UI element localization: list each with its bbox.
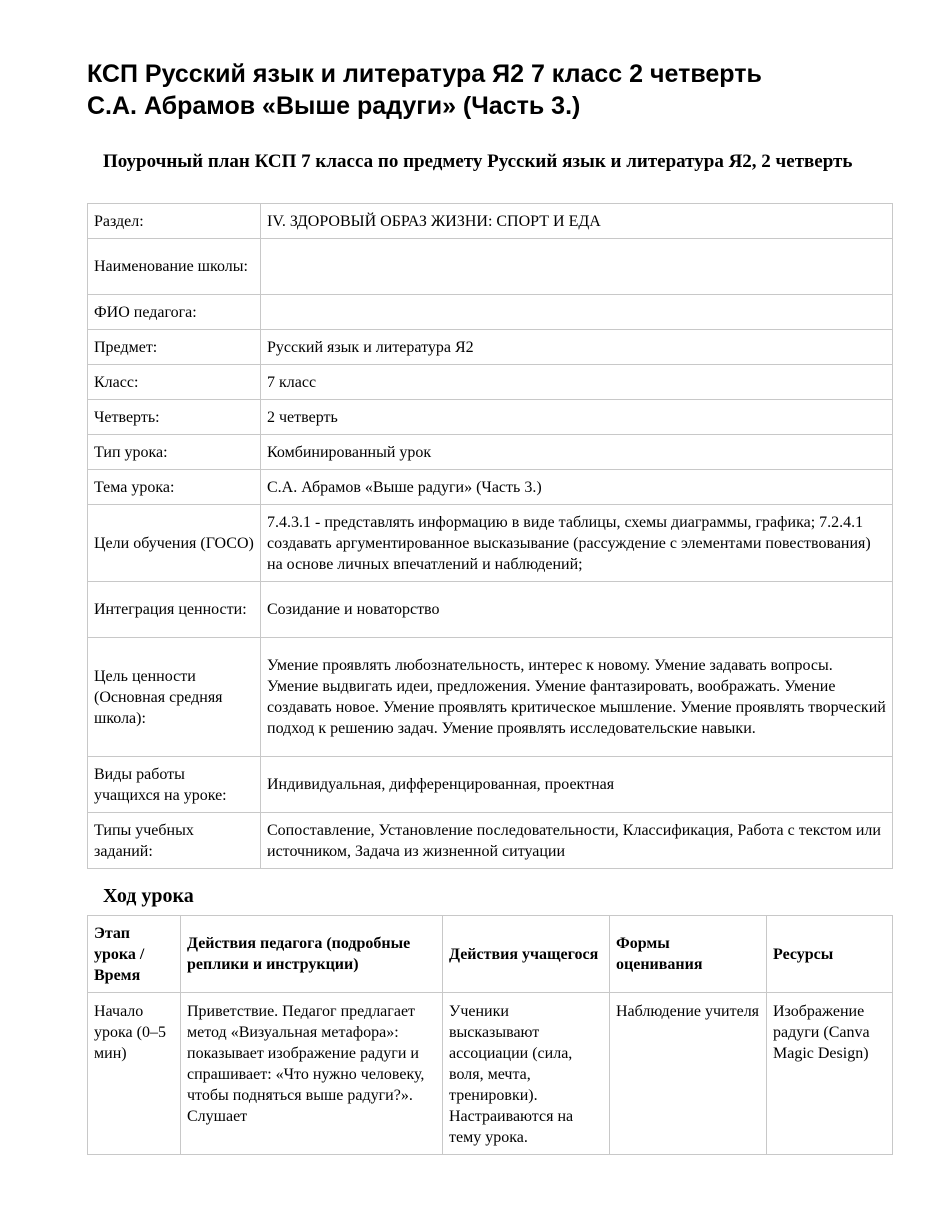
lesson-progress-heading: Ход урока xyxy=(103,885,194,907)
table-row xyxy=(88,365,893,400)
row-value: Индивидуальная, дифференцированная, проектная xyxy=(261,757,893,813)
column-header-student-actions: Действия учащегося xyxy=(443,916,610,993)
column-header-stage: Этап урока / Время xyxy=(88,916,181,993)
lesson-progress-table xyxy=(87,915,893,1155)
row-label: Интеграция ценности: xyxy=(88,582,261,638)
row-label: Тема урока: xyxy=(88,470,261,505)
table-row xyxy=(88,470,893,505)
column-header-teacher-actions: Действия педагога (подробные реплики и инструкции) xyxy=(181,916,443,993)
table-row xyxy=(88,295,893,330)
cell-assessment: Наблюдение учителя xyxy=(610,993,767,1155)
cell-student-actions: Ученики высказывают ассоциации (сила, воля, мечта, тренировки). Настраиваются на тему урока. xyxy=(443,993,610,1155)
row-value: Созидание и новаторство xyxy=(261,582,893,638)
row-label: Цель ценности (Основная средняя школа): xyxy=(88,638,261,757)
row-value: 7.4.3.1 - представлять информацию в виде таблицы, схемы диаграммы, графика; 7.2.4.1 создавать аргументированное высказывание (рассуждение с элементами повествования) на основе личных впечатлений и наблюдений; xyxy=(261,505,893,582)
row-label: Четверть: xyxy=(88,400,261,435)
row-value: IV. ЗДОРОВЫЙ ОБРАЗ ЖИЗНИ: СПОРТ И ЕДА xyxy=(261,204,893,239)
row-label: Тип урока: xyxy=(88,435,261,470)
row-value: 2 четверть xyxy=(261,400,893,435)
row-label: ФИО педагога: xyxy=(88,295,261,330)
row-label: Класс: xyxy=(88,365,261,400)
row-label: Наименование школы: xyxy=(88,239,261,295)
table-row xyxy=(88,638,893,757)
cell-teacher-actions: Приветствие. Педагог предлагает метод «Визуальная метафора»: показывает изображение радуги и спрашивает: «Что нужно человеку, чтобы подняться выше радуги?». Слушает xyxy=(181,993,443,1155)
title-line-2: С.А. Абрамов «Выше радуги» (Часть 3.) xyxy=(87,92,581,120)
row-value: 7 класс xyxy=(261,365,893,400)
row-label: Виды работы учащихся на уроке: xyxy=(88,757,261,813)
table-row xyxy=(88,239,893,295)
lesson-info-table xyxy=(87,203,893,869)
cell-resources: Изображение радуги (Canva Magic Design) xyxy=(767,993,893,1155)
table-row xyxy=(88,505,893,582)
title-line-1: КСП Русский язык и литература Я2 7 класс 2 четверть xyxy=(87,60,762,88)
row-label: Предмет: xyxy=(88,330,261,365)
table-row xyxy=(88,435,893,470)
table-row xyxy=(88,330,893,365)
cell-stage: Начало урока (0–5 мин) xyxy=(88,993,181,1155)
row-value xyxy=(261,239,893,295)
table-row xyxy=(88,400,893,435)
document-title xyxy=(87,58,887,122)
row-value: Русский язык и литература Я2 xyxy=(261,330,893,365)
table-header-row xyxy=(88,916,893,993)
plan-subtitle: Поурочный план КСП 7 класса по предмету Русский язык и литература Я2, 2 четверть xyxy=(103,151,853,172)
row-label: Раздел: xyxy=(88,204,261,239)
row-value xyxy=(261,295,893,330)
table-row xyxy=(88,757,893,813)
table-row xyxy=(88,993,893,1155)
column-header-assessment: Формы оценивания xyxy=(610,916,767,993)
row-value: Комбинированный урок xyxy=(261,435,893,470)
row-value: Сопоставление, Установление последовательности, Классификация, Работа с текстом или источником, Задача из жизненной ситуации xyxy=(261,813,893,869)
table-row xyxy=(88,582,893,638)
column-header-resources: Ресурсы xyxy=(767,916,893,993)
table-row xyxy=(88,813,893,869)
row-value: Умение проявлять любознательность, интерес к новому. Умение задавать вопросы. Умение выдвигать идеи, предложения. Умение фантазировать, воображать. Умение создавать новое. Умение проявлять критическое мышление. Умение проявлять творческий подход к решению задач. Умение проявлять исследовательские навыки. xyxy=(261,638,893,757)
row-label: Цели обучения (ГОСО) xyxy=(88,505,261,582)
row-value: С.А. Абрамов «Выше радуги» (Часть 3.) xyxy=(261,470,893,505)
table-row xyxy=(88,204,893,239)
row-label: Типы учебных заданий: xyxy=(88,813,261,869)
